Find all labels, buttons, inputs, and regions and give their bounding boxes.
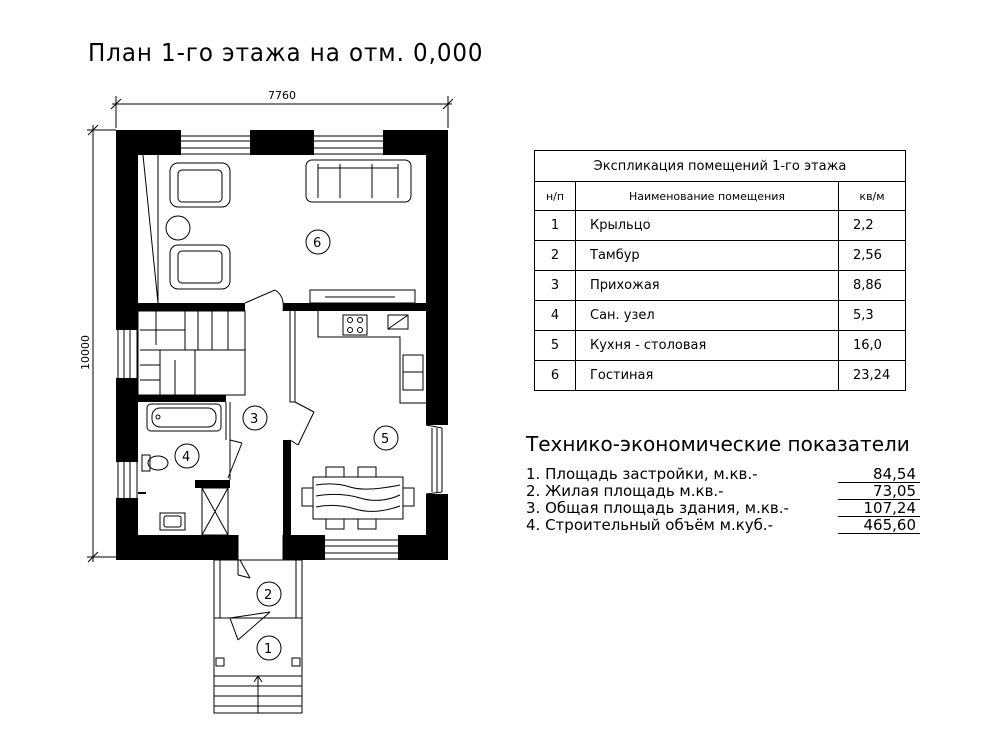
window-bottom-kitchen [325, 540, 398, 559]
indicator-label: 3. Общая площадь здания, м.кв.- [526, 499, 789, 517]
window-left-stairs [118, 330, 137, 378]
row-name: Крыльцо [576, 211, 839, 241]
header-area: кв/м [839, 182, 906, 211]
room-number-5: 5 [381, 432, 390, 447]
header-name: Наименование помещения [576, 182, 839, 211]
indicator-item [526, 517, 926, 534]
indicator-value: 465,60 [838, 517, 920, 534]
row-name: Гостиная [576, 361, 839, 391]
table-row [535, 301, 906, 331]
row-name: Прихожая [576, 271, 839, 301]
tv-stand [143, 155, 158, 303]
table-row [535, 211, 906, 241]
row-area: 16,0 [839, 331, 906, 361]
row-area: 8,86 [839, 271, 906, 301]
armchair-lower [170, 245, 230, 289]
row-area: 5,3 [839, 301, 906, 331]
row-num: 6 [535, 361, 576, 391]
table-row [535, 331, 906, 361]
indicator-value: 73,05 [838, 483, 920, 500]
kitchen-counter [318, 311, 426, 403]
table-row [535, 241, 906, 271]
row-area: 23,24 [839, 361, 906, 391]
indicator-value: 84,54 [838, 466, 920, 483]
window-right-kitchen [426, 425, 442, 494]
row-area: 2,56 [839, 241, 906, 271]
living-room-door [245, 290, 283, 311]
indicators-title: Технико-экономические показатели [526, 432, 910, 456]
indicator-label: 1. Площадь застройки, м.кв.- [526, 465, 758, 483]
ventilation-shaft [202, 488, 228, 535]
table-row [535, 361, 906, 391]
entrance-hall [238, 535, 283, 578]
window-left-bath [118, 462, 137, 498]
room-number-6: 6 [313, 236, 322, 251]
explication-caption: Экспликация помещений 1-го этажа [535, 151, 906, 182]
washbasin [160, 513, 185, 530]
row-num: 5 [535, 331, 576, 361]
indicator-item [526, 500, 926, 517]
toilet [142, 455, 168, 471]
bathtub [147, 404, 221, 431]
row-name: Кухня - столовая [576, 331, 839, 361]
row-num: 2 [535, 241, 576, 271]
row-num: 3 [535, 271, 576, 301]
indicator-label: 2. Жилая площадь м.кв.- [526, 482, 724, 500]
vestibule [214, 560, 302, 640]
room-number-4: 4 [182, 450, 191, 465]
porch [214, 618, 302, 713]
bathroom-door [228, 440, 242, 480]
room-number-2: 2 [264, 588, 273, 603]
dining-table [302, 467, 414, 529]
row-num: 4 [535, 301, 576, 331]
sofa [306, 160, 411, 202]
staircase [138, 311, 245, 395]
coffee-table [166, 216, 190, 240]
console-cabinet [310, 290, 415, 303]
table-row [535, 271, 906, 301]
row-area: 2,2 [839, 211, 906, 241]
page-title: План 1-го этажа на отм. 0,000 [88, 38, 484, 67]
row-name: Сан. узел [576, 301, 839, 331]
row-num: 1 [535, 211, 576, 241]
armchair-upper [170, 163, 230, 207]
indicator-item [526, 466, 926, 483]
width-dimension-label: 7760 [268, 89, 296, 102]
header-num: н/п [535, 182, 576, 211]
window-top-right [314, 136, 383, 154]
kitchen-partition [290, 311, 314, 445]
room-number-1: 1 [264, 642, 273, 657]
window-top-left [181, 136, 250, 154]
height-dimension-label: 10000 [79, 335, 92, 370]
indicators-list [526, 466, 926, 534]
indicator-value: 107,24 [838, 500, 920, 517]
explication-table [534, 150, 906, 391]
indicator-label: 4. Строительный объём м.куб.- [526, 516, 774, 534]
row-name: Тамбур [576, 241, 839, 271]
indicator-item [526, 483, 926, 500]
room-number-3: 3 [250, 412, 259, 427]
